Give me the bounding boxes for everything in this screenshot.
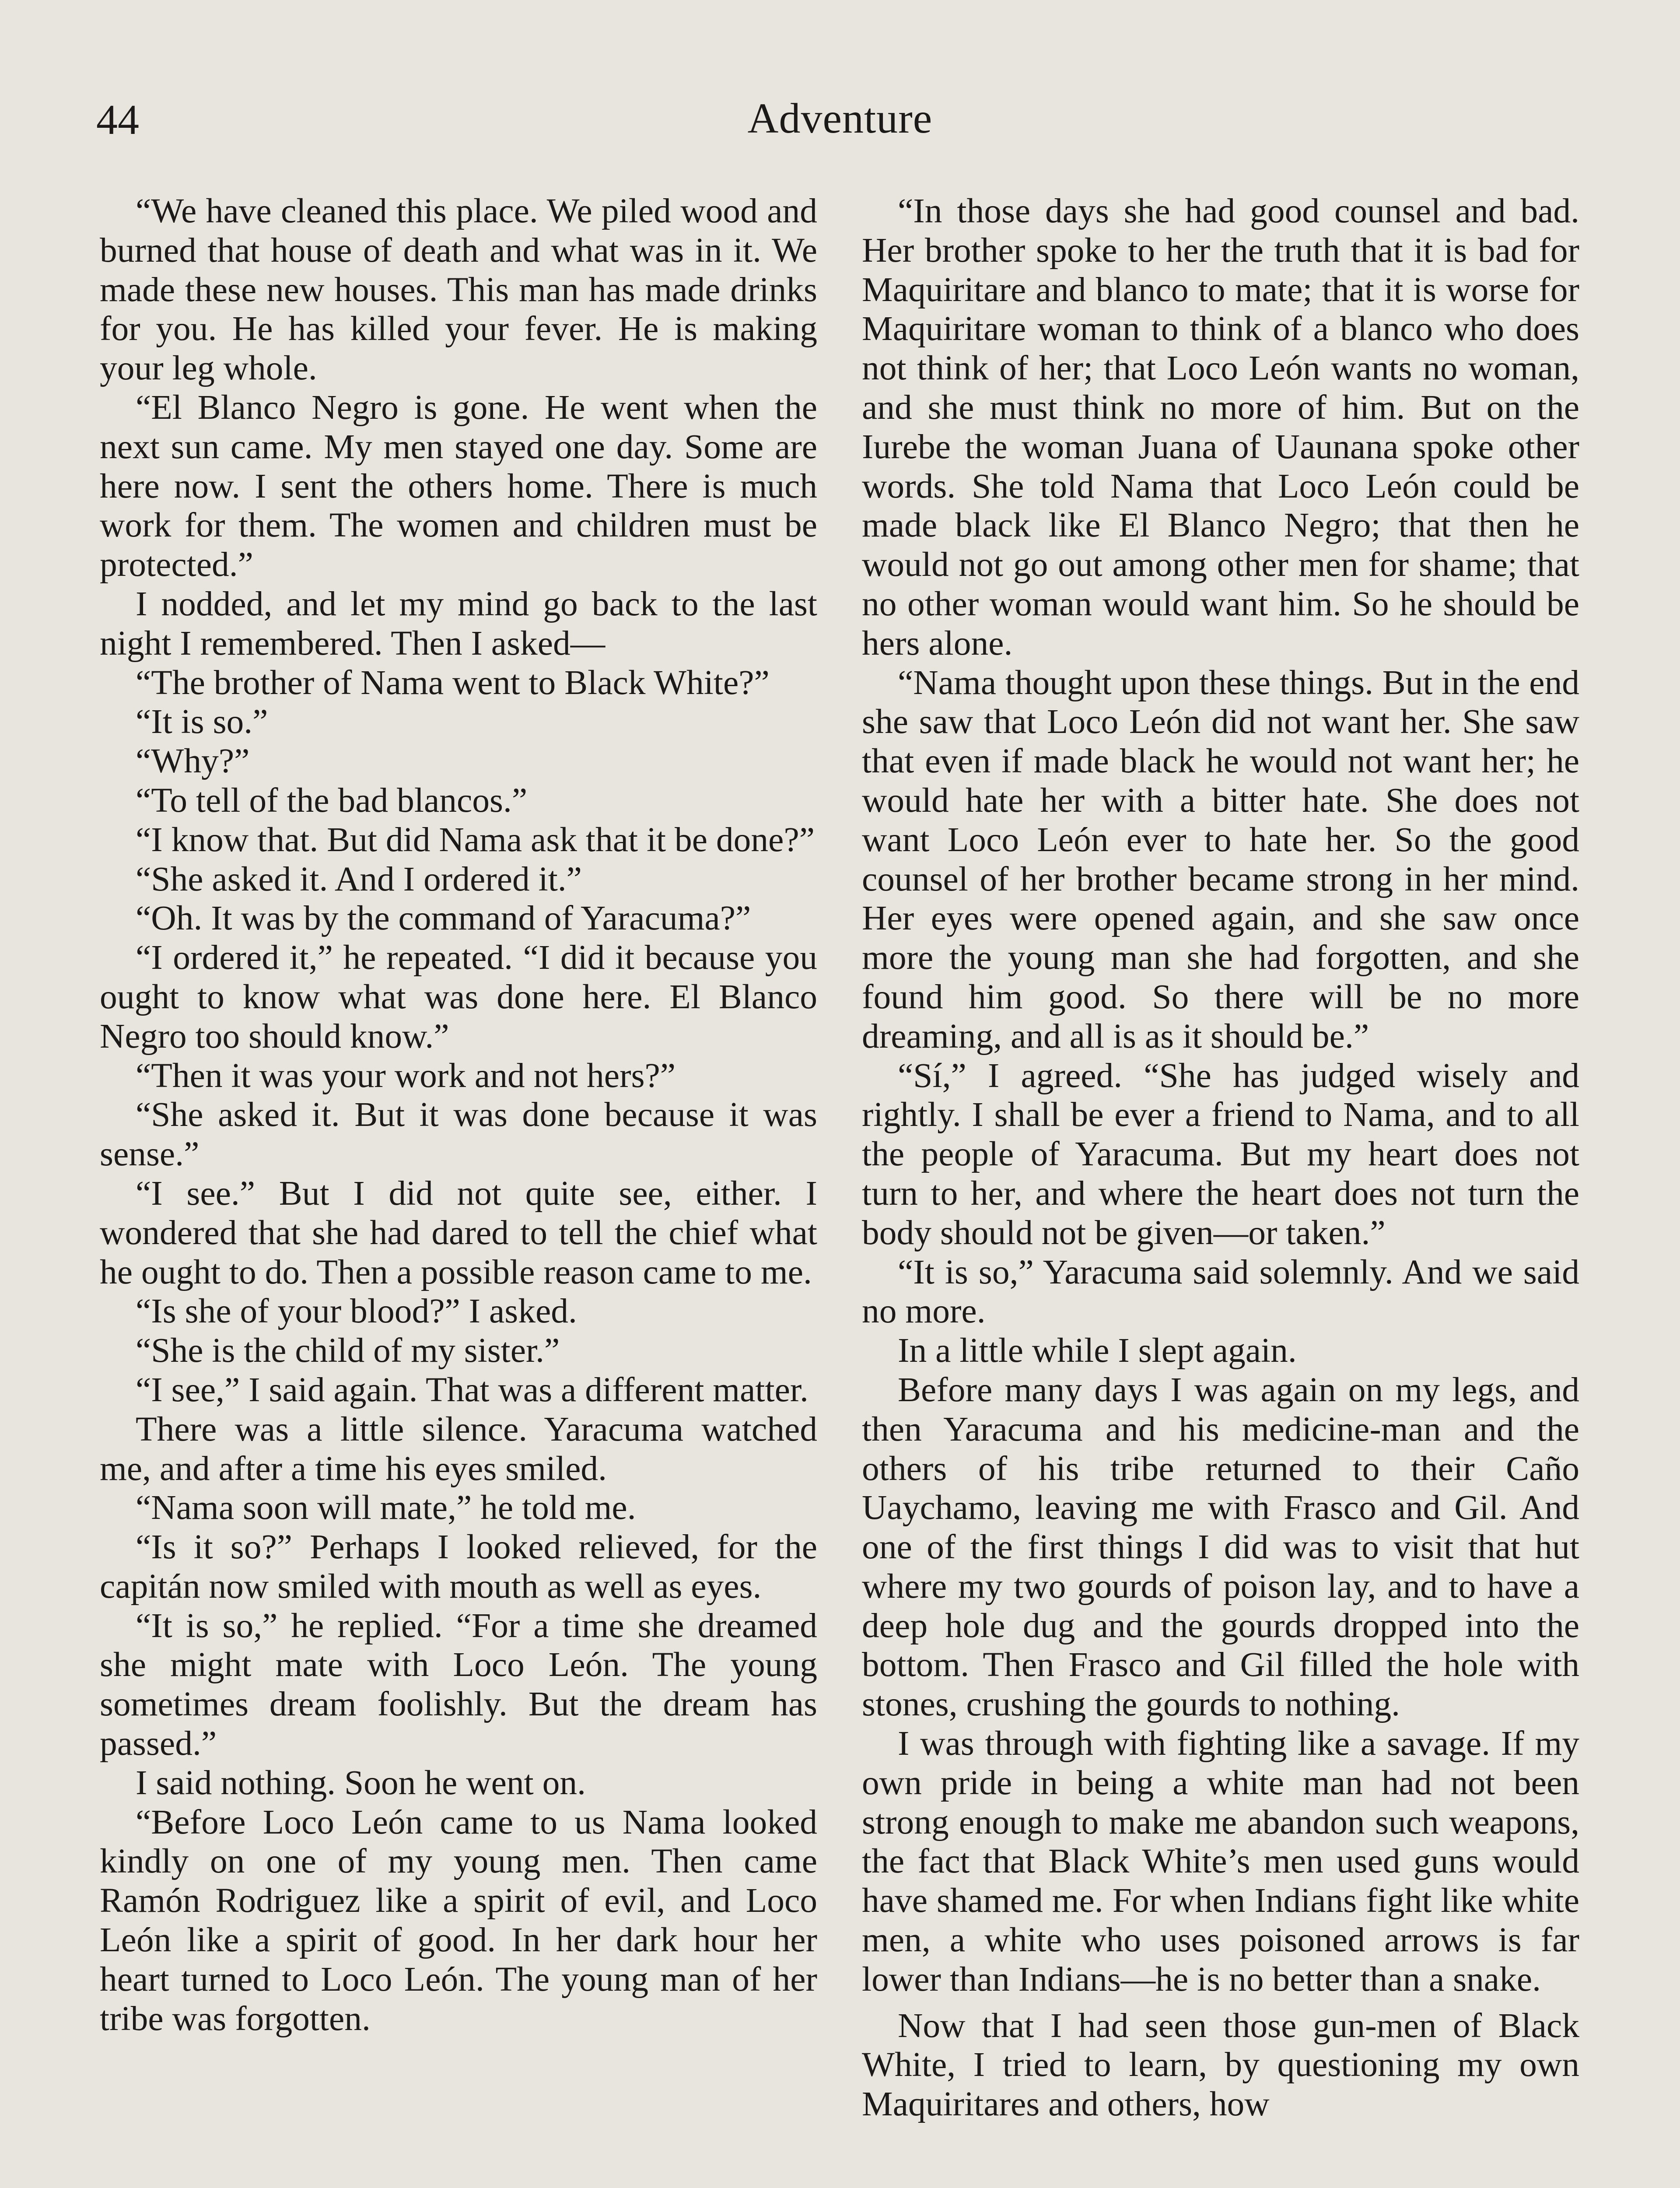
paragraph: “Is it so?” Perhaps I looked relieved, for the capitán now smiled with mouth as well as eyes. bbox=[100, 1528, 817, 1606]
paragraph: Before many days I was again on my legs, and then Yaracuma and his medicine-man and the others of his tribe returned to their Caño Uaychamo, leaving me with Frasco and Gil. And one of the first things I did was to visit that hut where my two gourds of poison lay, and to have a deep hole dug and the gourds dropped into the bottom. Then Frasco and Gil filled the hole with stones, crushing the gourds to nothing. bbox=[862, 1370, 1579, 1724]
paragraph: “It is so,” he replied. “For a time she dreamed she might mate with Loco León. The young sometimes dream foolishly. But the dream has passed.” bbox=[100, 1606, 817, 1763]
paragraph: “I know that. But did Nama ask that it be done?” bbox=[136, 820, 815, 859]
paragraph: I nodded, and let my mind go back to the last night I remembered. Then I asked— bbox=[100, 584, 817, 663]
paragraph: “I ordered it,” he repeated. “I did it because you ought to know what was done here. El Blanco Negro too should know.” bbox=[100, 938, 817, 1055]
paragraph: “It is so,” Yaracuma said solemnly. And we said no more. bbox=[862, 1252, 1579, 1331]
paragraph: In a little while I slept again. bbox=[898, 1331, 1297, 1370]
paragraph: “She asked it. And I ordered it.” bbox=[136, 859, 582, 898]
paragraph: “Nama soon will mate,” he told me. bbox=[136, 1488, 636, 1527]
paragraph: “Sí,” I agreed. “She has judged wisely and rightly. I shall be ever a friend to Nama, and to all the people of Yaracuma. But my heart does not turn to her, and where the heart does not turn the body should not be given—or taken.” bbox=[862, 1056, 1579, 1252]
paragraph: “In those days she had good counsel and bad. Her brother spoke to her the truth that it is bad for Maquiritare and blanco to mate; that it is worse for Maquiritare woman to think of a blanco who does not think of her; that Loco León wants no woman, and she must think no more of him. But on the Iurebe the woman Juana of Uaunana spoke other words. She told Nama that Loco León could be made black like El Blanco Negro; that then he would not go out among other men for shame; that no other woman would want him. So he should be hers alone. bbox=[862, 192, 1579, 663]
paragraph: “She asked it. But it was done because it was sense.” bbox=[100, 1095, 817, 1174]
left-column bbox=[100, 192, 817, 2038]
paragraph: “Before Loco León came to us Nama looked kindly on one of my young men. Then came Ramón Rodriguez like a spirit of evil, and Loco León like a spirit of good. In her dark hour her heart turned to Loco León. The young man of her tribe was forgotten. bbox=[100, 1802, 817, 2038]
paragraph: “I see,” I said again. That was a different matter. bbox=[136, 1370, 808, 1409]
paragraph: “Oh. It was by the command of Yaracuma?” bbox=[136, 899, 751, 938]
running-head: Adventure bbox=[747, 95, 933, 142]
paragraph: “We have cleaned this place. We piled wood and burned that house of death and what was in it. We made these new houses. This man has made drinks for you. He has killed your fever. He is making your leg whole. bbox=[100, 192, 817, 388]
paragraph: “Nama thought upon these things. But in the end she saw that Loco León did not want her. She saw that even if made black he would not want her; he would hate her with a bitter hate. She does not want Loco León ever to hate her. So the good counsel of her brother became strong in her mind. Her eyes were opened again, and she saw once more the young man she had forgotten, and she found him good. So there will be no more dreaming, and all is as it should be.” bbox=[862, 663, 1579, 1055]
paragraph: “El Blanco Negro is gone. He went when the next sun came. My men stayed one day. Some are here now. I sent the others home. There is much work for them. The women and children must be protected.” bbox=[100, 388, 817, 584]
paragraph: “Then it was your work and not hers?” bbox=[136, 1056, 676, 1095]
paragraph: Now that I had seen those gun-men of Black White, I tried to learn, by questioning my own Maquiritares and others, how bbox=[862, 2006, 1579, 2124]
paragraph: I said nothing. Soon he went on. bbox=[136, 1763, 586, 1802]
paragraph: “Why?” bbox=[136, 742, 250, 781]
paragraph: “The brother of Nama went to Black White?” bbox=[136, 663, 770, 702]
paragraph: “I see.” But I did not quite see, either. I wondered that she had dared to tell the chief what he ought to do. Then a possible reason came to me. bbox=[100, 1174, 817, 1291]
paragraph: “Is she of your blood?” I asked. bbox=[136, 1292, 577, 1331]
page-number: 44 bbox=[96, 96, 139, 144]
right-column bbox=[862, 192, 1579, 2124]
paragraph: “It is so.” bbox=[136, 702, 268, 741]
paragraph: There was a little silence. Yaracuma watched me, and after a time his eyes smiled. bbox=[100, 1410, 817, 1488]
paragraph: I was through with fighting like a savage. If my own pride in being a white man had not been strong enough to make me abandon such weapons, the fact that Black White’s men used guns would have shamed me. For when Indians fight like white men, a white who uses poisoned arrows is far lower than Indians—he is no better than a snake. bbox=[862, 1724, 1579, 1999]
paragraph: “She is the child of my sister.” bbox=[136, 1331, 560, 1370]
paragraph: “To tell of the bad blancos.” bbox=[136, 781, 528, 820]
